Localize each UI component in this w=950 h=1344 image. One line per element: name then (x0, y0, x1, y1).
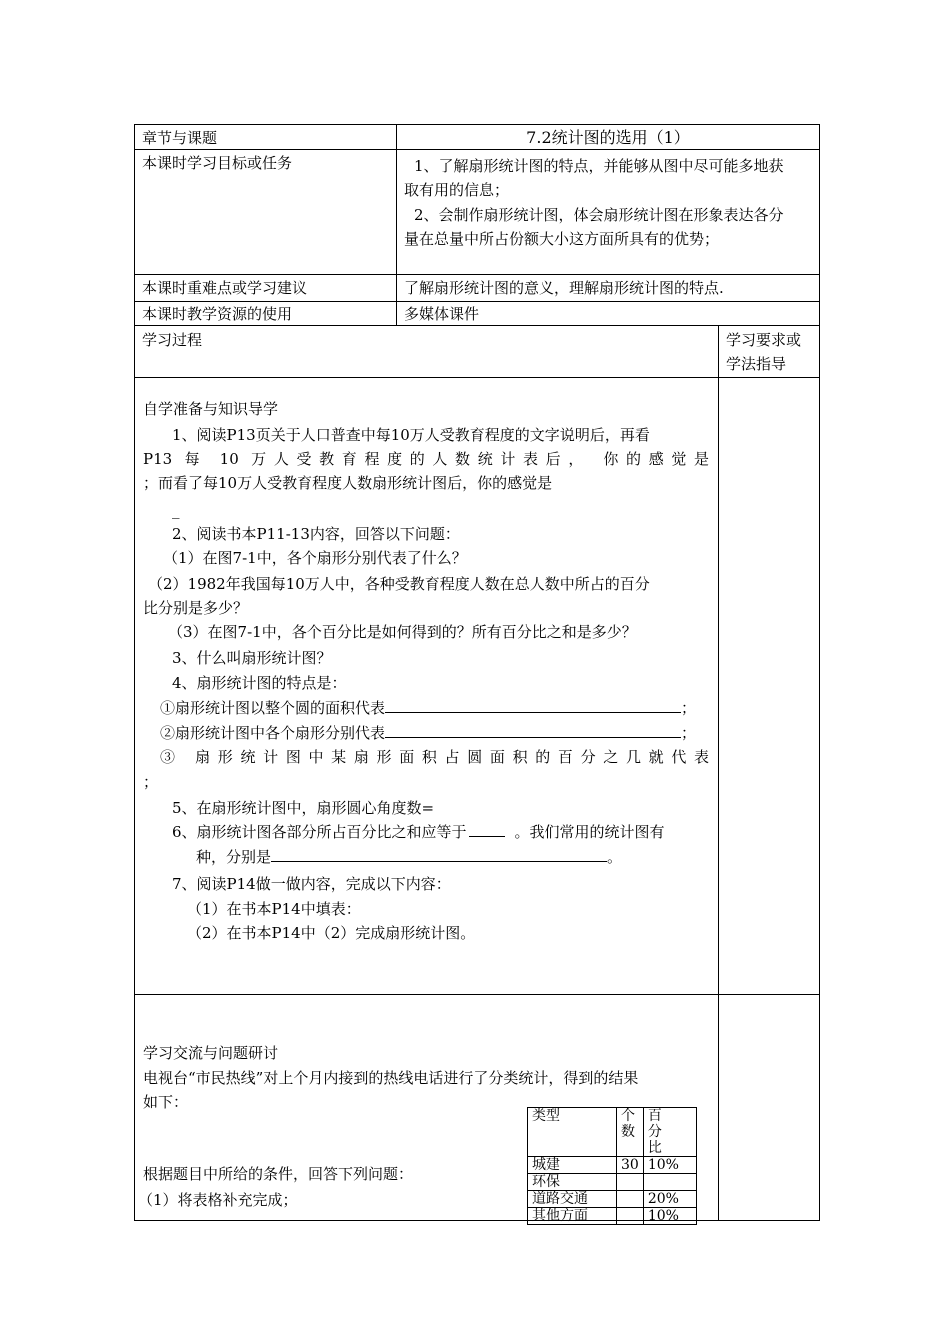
table-cell: 环保 (528, 1174, 617, 1191)
table-cell[interactable]: 10% (643, 1157, 696, 1174)
answer-blank[interactable] (385, 721, 681, 738)
question-2-3: （3）在图7-1中，各个百分比是如何得到的？所有百分比之和是多少？ (168, 623, 637, 641)
question-2-2-line-2: 比分别是多少？ (143, 599, 249, 617)
question-7-1: （1）在书本P14中填表： (187, 900, 361, 918)
column-divider-guide (718, 325, 719, 1221)
question-6-text-c: 种，分别是 (196, 848, 272, 866)
exchange-ask-1: （1）将表格补充完成； (138, 1191, 298, 1209)
question-1-blank[interactable]: _ (172, 501, 180, 519)
key-points-value: 了解扇形统计图的意义，理解扇形统计图的特点. (404, 279, 724, 297)
chapter-label: 章节与课题 (142, 129, 218, 147)
table-row (528, 1208, 697, 1225)
question-6-line-2 (196, 845, 622, 869)
question-1-line-3: ；而看了每10万人受教育程度人数扇形统计图后，你的感觉是 (143, 474, 553, 492)
table-row (528, 1174, 697, 1191)
exchange-intro-line-2: 如下： (143, 1093, 189, 1111)
answer-blank[interactable] (469, 820, 505, 837)
resources-value: 多媒体课件 (404, 305, 480, 323)
table-header-type: 类型 (528, 1108, 617, 1157)
question-4-1-end: ； (681, 699, 697, 717)
question-5: 5、在扇形统计图中，扇形圆心角度数= (172, 799, 435, 817)
question-4-3: ③ 扇形统计图中某扇形面积占圆面积的百分之几就代表 (160, 748, 709, 766)
table-cell[interactable]: 30 (617, 1157, 644, 1174)
question-6-text-b: 。我们常用的统计图有 (514, 823, 665, 841)
table-header-percent: 百分比 (643, 1108, 696, 1157)
objectives-label: 本课时学习目标或任务 (142, 154, 293, 172)
table-cell[interactable] (617, 1208, 644, 1225)
question-3: 3、什么叫扇形统计图？ (172, 649, 332, 667)
row-divider (134, 274, 820, 275)
hotline-table (527, 1107, 697, 1225)
table-header-row (528, 1108, 697, 1157)
objective-2-line-1: 2、会制作扇形统计图，体会扇形统计图在形象表达各分 (414, 206, 784, 224)
table-cell[interactable] (617, 1191, 644, 1208)
table-border-top (134, 124, 820, 125)
question-6-text-a: 6、扇形统计图各部分所占百分比之和应等于 (172, 823, 467, 841)
table-cell[interactable] (617, 1174, 644, 1191)
question-6-line-1 (172, 820, 665, 844)
question-4-3-end: ； (143, 773, 159, 791)
question-2: 2、阅读书本P11-13内容，回答以下问题： (172, 525, 460, 543)
column-divider-header (396, 124, 397, 326)
question-1-line-2: P13 每 10 万人受教育程度的人数统计表后， 你的感觉是 (143, 450, 709, 468)
guide-label-line-2: 学法指导 (726, 355, 787, 373)
question-7-2: （2）在书本P14中（2）完成扇形统计图。 (187, 924, 476, 942)
question-4: 4、扇形统计图的特点是： (172, 674, 347, 692)
question-4-2-end: ； (681, 724, 697, 742)
table-border-right (819, 124, 820, 1221)
question-6-end: 。 (607, 848, 623, 866)
table-cell[interactable]: 10% (643, 1208, 696, 1225)
process-label: 学习过程 (142, 331, 203, 349)
answer-blank[interactable] (385, 696, 681, 713)
chapter-title: 7.2统计图的选用（1） (526, 128, 690, 147)
exchange-intro-line-1: 电视台“市民热线”对上个月内接到的热线电话进行了分类统计，得到的结果 (143, 1069, 639, 1087)
question-4-1-text: ①扇形统计图以整个圆的面积代表 (160, 699, 386, 717)
guide-label-line-1: 学习要求或 (726, 331, 802, 349)
table-row (528, 1191, 697, 1208)
objective-1-line-2: 取有用的信息； (404, 181, 510, 199)
exchange-ask: 根据题目中所给的条件，回答下列问题： (143, 1165, 414, 1183)
section-title: 学习交流与问题研讨 (143, 1044, 279, 1062)
section-title: 自学准备与知识导学 (143, 400, 279, 418)
question-4-2 (160, 721, 696, 745)
table-border-left (134, 124, 135, 1221)
table-row (528, 1157, 697, 1174)
table-cell: 道路交通 (528, 1191, 617, 1208)
resources-label: 本课时教学资源的使用 (142, 305, 293, 323)
table-cell: 其他方面 (528, 1208, 617, 1225)
question-1-line-1: 1、阅读P13页关于人口普查中每10万人受教育程度的文字说明后，再看 (172, 426, 650, 444)
question-4-2-text: ②扇形统计图中各个扇形分别代表 (160, 724, 386, 742)
question-4-1 (160, 696, 696, 720)
objective-1-line-1: 1、了解扇形统计图的特点，并能够从图中尽可能多地获 (414, 157, 784, 175)
key-points-label: 本课时重难点或学习建议 (142, 279, 308, 297)
table-cell: 城建 (528, 1157, 617, 1174)
table-cell[interactable]: 20% (643, 1191, 696, 1208)
question-2-1: （1）在图7-1中，各个扇形分别代表了什么？ (163, 549, 467, 567)
question-7: 7、阅读P14做一做内容，完成以下内容： (172, 875, 451, 893)
answer-blank[interactable] (271, 845, 607, 862)
objective-2-line-2: 量在总量中所占份额大小这方面所具有的优势； (404, 230, 720, 248)
table-header-count: 个数 (617, 1108, 644, 1157)
table-cell[interactable] (643, 1174, 696, 1191)
question-2-2-line-1: （2）1982年我国每10万人中，各种受教育程度人数在总人数中所占的百分 (148, 575, 650, 593)
